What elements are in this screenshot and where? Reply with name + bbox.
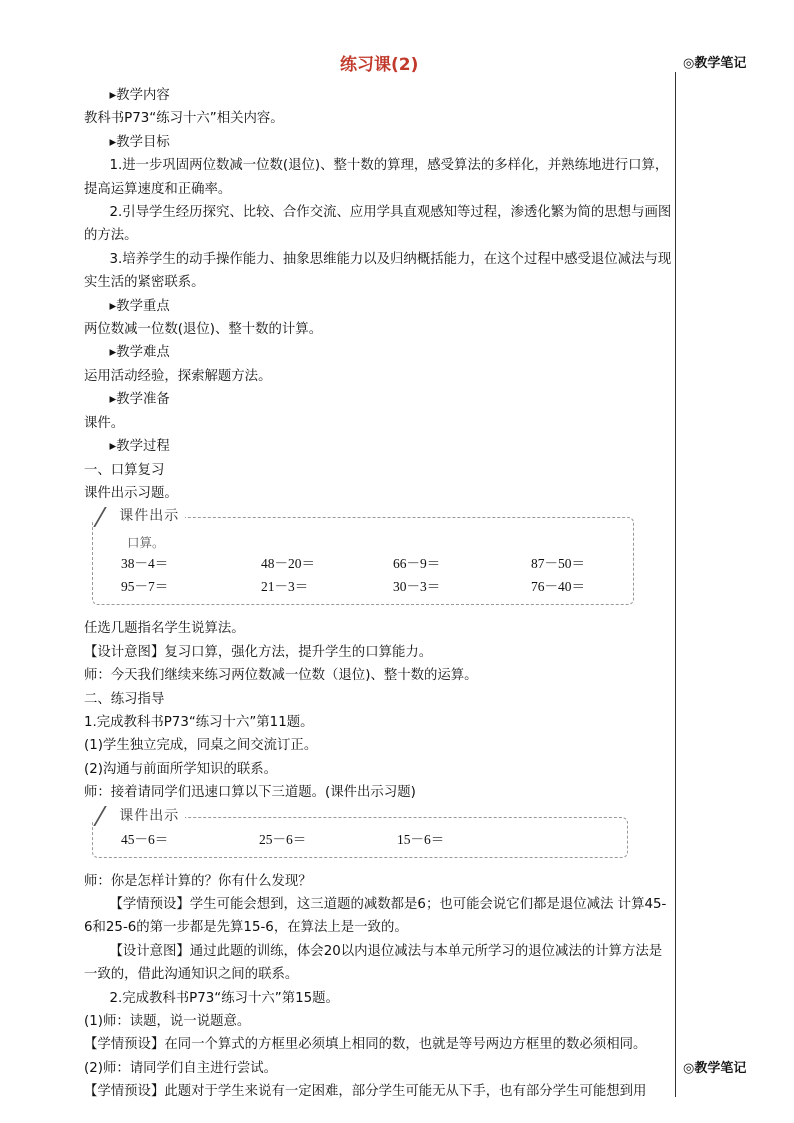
slash-icon (93, 507, 121, 527)
paragraph: 2.完成教科书P73“练习十六”第15题。 (109, 990, 339, 1006)
paragraph: 课件。 (84, 415, 125, 431)
page-title: 练习课(2) (340, 55, 419, 75)
courseware-box-1 (92, 508, 634, 605)
box-label: 课件出示 (119, 807, 180, 824)
design-intent: 【设计意图】复习口算，强化方法，提升学生的口算能力。 (84, 644, 433, 660)
heading-difficulty: ▸教学难点 (109, 345, 170, 361)
box-label: 课件出示 (119, 508, 180, 525)
paragraph: (2)沟通与前面所学知识的联系。 (84, 761, 278, 777)
student-prediction: 【学情预设】在同一个算式的方框里必须填上相同的数，也就是等号两边方框里的数必须相同。 (84, 1037, 647, 1053)
side-note-top: ◎教学笔记 (683, 56, 747, 71)
teacher-line: 师：你是怎样计算的？你有什么发现？ (84, 873, 312, 889)
section-heading: 二、练习指导 (84, 691, 165, 707)
goal-3: 3.培养学生的动手操作能力、抽象思维能力以及归纳概括能力，在这个过程中感受退位减法与现实生活的紧密联系。 (84, 251, 672, 291)
goal-2: 2.引导学生经历探究、比较、合作交流、应用学具直观感知等过程，渗透化繁为简的思想与画图的方法。 (84, 205, 672, 244)
problem-row (121, 575, 625, 598)
margin-line (675, 72, 676, 1097)
heading-goals: ▸教学目标 (109, 134, 170, 150)
problem: 45－6＝ (121, 831, 169, 847)
problem-row (121, 828, 619, 851)
heading-prep: ▸教学准备 (109, 392, 170, 408)
box-subtitle: 口算。 (127, 535, 165, 551)
problem: 66－9＝ (393, 556, 441, 572)
box-header (93, 805, 185, 827)
paragraph: (1)学生独立完成，同桌之间交流订正。 (84, 738, 318, 754)
slash-icon (93, 806, 121, 826)
teacher-line: 师：今天我们继续来练习两位数减一位数（退位)、整十数的运算。 (84, 668, 478, 684)
paragraph: 1.完成教科书P73“练习十六”第11题。 (84, 714, 314, 730)
box-header (93, 505, 185, 527)
problem: 87－50＝ (531, 556, 585, 572)
paragraph: 任选几题指名学生说算法。 (84, 621, 245, 637)
heading-process: ▸教学过程 (109, 439, 170, 455)
problem: 95－7＝ (121, 579, 169, 595)
problem: 15－6＝ (397, 831, 445, 847)
paragraph: (2)师：请同学们自主进行尝试。 (84, 1060, 278, 1076)
goal-1: 1.进一步巩固两位数减一位数(退位)、整十数的算理，感受算法的多样化，并熟练地进行口算，提高运算速度和正确率。 (84, 158, 669, 197)
problem: 38－4＝ (121, 556, 169, 572)
problem: 48－20＝ (261, 556, 315, 572)
side-note-bottom: ◎教学笔记 (683, 1061, 747, 1076)
paragraph: (1)师：读题，说一说题意。 (84, 1014, 251, 1029)
problem: 76－40＝ (531, 579, 585, 595)
paragraph: 教科书P73“练习十六”相关内容。 (84, 111, 284, 127)
teacher-line: 师：接着请同学们迅速口算以下三道题。(课件出示习题) (84, 785, 416, 801)
paragraph: 两位数减一位数(退位)、整十数的计算。 (84, 322, 323, 338)
design-intent: 【设计意图】通过此题的训练，体会20以内退位减法与本单元所学习的退位减法的计算方法是一致的，借此沟通知识之间的联系。 (84, 943, 663, 983)
student-prediction: 【学情预设】学生可能会想到，这三道题的减数都是6；也可能会说它们都是退位减法 计算45-6和25-6的第一步都是先算15-6，在算法上是一致的。 (84, 896, 667, 936)
courseware-box-2 (92, 807, 628, 858)
problem-row (121, 552, 625, 575)
section-heading: 一、口算复习 (84, 462, 165, 478)
document-body (84, 84, 672, 1104)
problem: 30－3＝ (393, 579, 441, 595)
paragraph: 课件出示习题。 (84, 485, 178, 501)
problem: 25－6＝ (259, 831, 307, 847)
heading-key: ▸教学重点 (109, 298, 170, 314)
paragraph: 运用活动经验，探索解题方法。 (84, 368, 272, 384)
problem: 21－3＝ (261, 579, 309, 595)
heading-content: ▸教学内容 (109, 88, 170, 103)
student-prediction: 【学情预设】此题对于学生来说有一定困难，部分学生可能无从下手，也有部分学生可能想到用 (84, 1084, 647, 1100)
